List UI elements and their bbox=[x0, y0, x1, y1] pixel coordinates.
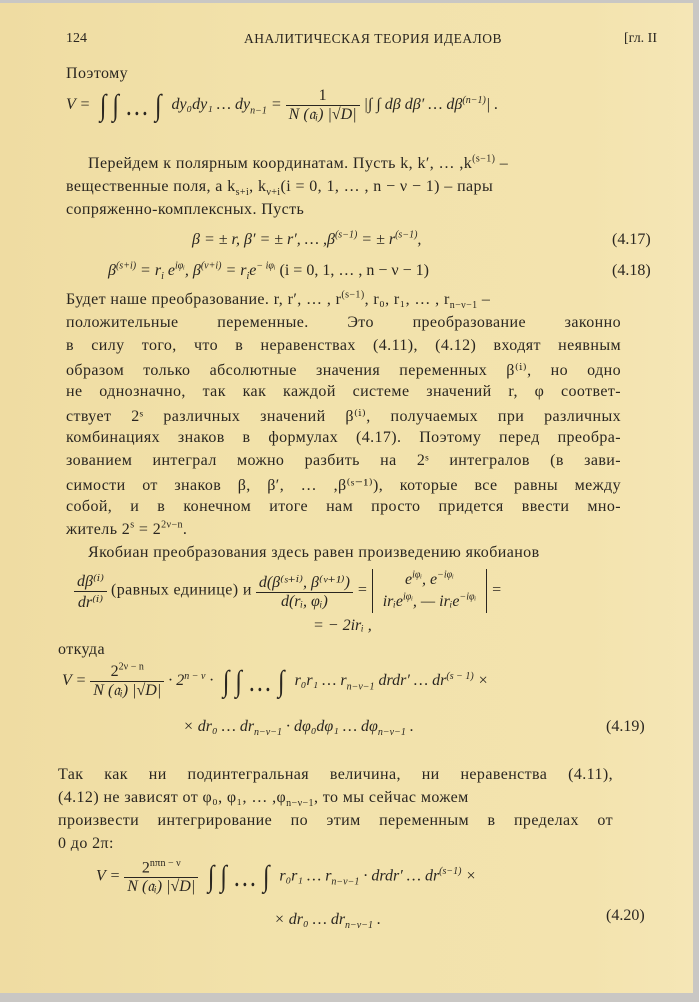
sup: n − ν bbox=[184, 670, 206, 682]
text: , r₀, r₁, … , r bbox=[364, 291, 450, 308]
text: Перейдем к полярным координатам. Пусть k, k′, … ,k bbox=[88, 155, 473, 172]
paragraph-2-line-8: зованием интеграл можно разбить на 2ˢ интегралов (в зави- bbox=[66, 452, 621, 469]
paragraph-4-line-1: Так как ни подинтегральная величина, ни неравенства (4.11), bbox=[58, 766, 613, 783]
sub: n−ν−1 bbox=[377, 727, 406, 739]
text: (равных единице) и bbox=[111, 581, 252, 599]
sup: (s−1) bbox=[341, 289, 365, 301]
integrand-sub: n−1 bbox=[250, 105, 267, 117]
equation-number-4-20: (4.20) bbox=[606, 907, 645, 924]
numerator bbox=[90, 663, 164, 681]
text: , k bbox=[249, 178, 267, 195]
text: = ± r bbox=[357, 231, 396, 248]
sup: (s − 1) bbox=[446, 670, 474, 682]
text: (4.12) не зависят от φ₀, φ₁, … ,φ bbox=[58, 789, 287, 806]
lhs: V = bbox=[96, 867, 121, 885]
sup: n bbox=[149, 858, 155, 869]
text: r₀r₁ … r bbox=[294, 672, 347, 690]
text: (i = 0, 1, … , n − ν − 1) bbox=[275, 262, 429, 279]
text: = 2 bbox=[134, 521, 162, 538]
intro-word: Поэтому bbox=[66, 65, 129, 82]
paragraph-2-line-6: ствует 2ˢ различных значений β⁽ⁱ⁾, получаемых при различных bbox=[66, 408, 621, 425]
lhs: V = bbox=[62, 672, 87, 690]
rhs: |∫ ∫ dβ dβ′ … dβ bbox=[363, 96, 463, 114]
equation-number-4-17: (4.17) bbox=[612, 231, 651, 248]
text: – bbox=[495, 155, 509, 172]
text: · dφ₀dφ₁ … dφ bbox=[281, 718, 378, 735]
equation-4-17 bbox=[192, 231, 421, 249]
sup: s bbox=[130, 519, 135, 531]
numerator: dβ⁽ⁱ⁾ bbox=[77, 572, 105, 590]
integral-signs: ∫ ∫ … ∫ bbox=[207, 859, 270, 893]
sub: i bbox=[161, 271, 164, 283]
paragraph-2-line-3: в силу того, что в неравенствах (4.11), (4.12) входят неявным bbox=[66, 337, 621, 354]
paragraph-2-line-2: положительные переменные. Это преобразование законно bbox=[66, 314, 621, 331]
fraction-1 bbox=[74, 571, 107, 612]
rhs-sup: (n−1) bbox=[462, 94, 486, 106]
page-number: 124 bbox=[66, 31, 87, 46]
sub: s+i bbox=[235, 187, 250, 199]
text: × dr₀ … dr bbox=[274, 911, 346, 928]
whence-word: откуда bbox=[58, 641, 105, 658]
sup: −iφᵢ bbox=[437, 569, 454, 581]
text: × bbox=[473, 672, 489, 690]
text: 2 bbox=[110, 663, 119, 680]
text: × dr₀ … dr bbox=[183, 718, 255, 735]
denominator: N (𝔞ᵢ) |√D| bbox=[90, 681, 164, 700]
sup: (s−1) bbox=[395, 229, 418, 241]
fraction bbox=[286, 87, 360, 124]
text: , e bbox=[422, 571, 438, 588]
det-row-1 bbox=[383, 569, 476, 591]
text: drdr′ … dr bbox=[374, 672, 447, 690]
sub: n−ν−1 bbox=[449, 300, 478, 312]
denominator: N (𝔞ᵢ) |√D| bbox=[124, 877, 198, 896]
integrand: dy₀dy₁ … dy bbox=[171, 96, 251, 114]
integral-signs: ∫ ∫ … ∫ bbox=[99, 88, 162, 122]
paragraph-2-line-10: собой, и в конечном итоге нам просто придется ввести мно- bbox=[66, 498, 621, 515]
text: · bbox=[205, 672, 214, 690]
sub: n−ν−1 bbox=[254, 727, 282, 739]
equation-number-4-19: (4.19) bbox=[606, 718, 645, 735]
paragraph-1-line-3: сопряженно-комплексных. Пусть bbox=[66, 201, 305, 218]
paragraph-3: Якобиан преобразования здесь равен произведению якобианов bbox=[88, 544, 540, 561]
text: , — irᵢe bbox=[412, 593, 460, 610]
text: e bbox=[249, 262, 257, 279]
sub: i bbox=[246, 271, 250, 283]
text: . bbox=[405, 718, 414, 735]
paragraph-4-line-2 bbox=[58, 789, 469, 810]
paragraph-4-line-3: произвести интегрирование по этим переменным в пределах от bbox=[58, 812, 613, 829]
sub: n−ν−1 bbox=[346, 681, 375, 693]
equation-4-20-line-2 bbox=[274, 911, 381, 932]
sup: iφᵢ bbox=[174, 260, 185, 272]
determinant bbox=[372, 569, 487, 613]
sub: n−ν−1 bbox=[345, 920, 373, 932]
paragraph-2-line-1 bbox=[66, 289, 491, 312]
sup: iφᵢ bbox=[412, 569, 423, 581]
text: . bbox=[182, 521, 188, 538]
text: π bbox=[154, 857, 161, 869]
text: 2 bbox=[141, 859, 150, 877]
sup: (s−1) bbox=[472, 153, 496, 165]
sup: − iφᵢ bbox=[256, 260, 276, 272]
fraction bbox=[90, 663, 164, 700]
text: irᵢe bbox=[382, 593, 404, 610]
text: житель 2 bbox=[66, 521, 131, 538]
sup: n − ν bbox=[160, 858, 181, 869]
sub: n−ν−1 bbox=[331, 876, 360, 888]
text: × bbox=[461, 867, 477, 885]
equation-number-4-18: (4.18) bbox=[612, 262, 651, 279]
text: β = ± r, β′ = ± r′, … ,β bbox=[192, 231, 335, 248]
denominator: d(rᵢ, φᵢ) bbox=[256, 592, 353, 611]
paragraph-2-line-5: не однозначно, так как каждой системе значений r, φ соответ- bbox=[66, 383, 621, 400]
sup: (s−1) bbox=[334, 229, 358, 241]
sub: n−ν−1 bbox=[286, 798, 314, 810]
sup: 2ν − n bbox=[118, 661, 144, 673]
paragraph-1-line-2 bbox=[66, 178, 494, 199]
paragraph-2-line-7: комбинациях знаков в формулах (4.17). Поэтому перед преобра- bbox=[66, 429, 621, 446]
numerator: 1 bbox=[318, 87, 327, 104]
chapter-marker: [гл. II bbox=[624, 31, 658, 46]
equation-4-19-line-2 bbox=[183, 718, 414, 739]
equals: = bbox=[491, 581, 502, 599]
equation-4-19-line-1 bbox=[62, 663, 488, 700]
equation-4-20-line-1 bbox=[96, 857, 476, 896]
denominator: N (𝔞ᵢ) |√D| bbox=[286, 105, 360, 124]
text: = r bbox=[221, 262, 247, 279]
text: , то мы сейчас можем bbox=[313, 789, 469, 806]
text: , bbox=[417, 231, 422, 248]
sup: iφᵢ bbox=[403, 591, 413, 603]
text: вещественные поля, а k bbox=[66, 178, 236, 195]
book-page bbox=[0, 3, 693, 993]
numerator: d(β⁽ˢ⁺ⁱ⁾, β⁽ᵛ⁺¹⁾) bbox=[258, 573, 350, 591]
sub: ν+i bbox=[266, 187, 281, 199]
jacobian-result: = − 2irᵢ , bbox=[313, 617, 372, 634]
sup: (ν+i) bbox=[200, 260, 222, 272]
equation-4-18 bbox=[108, 260, 429, 283]
numerator bbox=[124, 857, 198, 877]
text: e bbox=[163, 262, 175, 279]
text: – bbox=[477, 291, 491, 308]
text: β bbox=[108, 262, 116, 279]
formula-volume-1 bbox=[66, 87, 498, 124]
text: (i = 0, 1, … , n − ν − 1) – пары bbox=[280, 178, 494, 195]
text: . bbox=[372, 911, 381, 928]
sup: (s+i) bbox=[115, 260, 137, 272]
sup: −iφᵢ bbox=[459, 591, 477, 603]
text: Будет наше преобразование. r, r′, … , r bbox=[66, 291, 342, 308]
text: r₀r₁ … r bbox=[279, 867, 332, 885]
paragraph-2-line-4: образом только абсолютные значения переменных β⁽ⁱ⁾, но одно bbox=[66, 362, 621, 379]
paragraph-2-line-11 bbox=[66, 521, 187, 539]
text: = r bbox=[136, 262, 162, 279]
paragraph-4-line-4: 0 до 2π: bbox=[58, 835, 114, 852]
lhs: V = bbox=[66, 96, 91, 114]
equals: = bbox=[270, 96, 282, 114]
fraction bbox=[124, 857, 198, 896]
jacobian-formula bbox=[74, 569, 502, 613]
sup: 2ν−n bbox=[161, 519, 183, 531]
text: , β bbox=[184, 262, 201, 279]
running-title: АНАЛИТИЧЕСКАЯ ТЕОРИЯ ИДЕАЛОВ bbox=[244, 31, 503, 46]
det-row-2 bbox=[383, 591, 476, 613]
denominator: dr⁽ⁱ⁾ bbox=[74, 591, 107, 612]
integral-signs: ∫ ∫ … ∫ bbox=[223, 664, 285, 698]
sup: (s−1) bbox=[439, 866, 462, 878]
paragraph-1-line-1 bbox=[88, 155, 508, 173]
fraction-2 bbox=[256, 572, 353, 611]
rhs-end: | . bbox=[485, 96, 499, 114]
equals: = bbox=[356, 581, 368, 599]
text: · drdr′ … dr bbox=[359, 867, 440, 885]
text: · 2 bbox=[168, 672, 185, 690]
paragraph-2-line-9: симости от знаков β, β′, … ,β⁽ˢ⁻¹⁾), которые все равны между bbox=[66, 477, 621, 494]
text: e bbox=[405, 571, 413, 588]
